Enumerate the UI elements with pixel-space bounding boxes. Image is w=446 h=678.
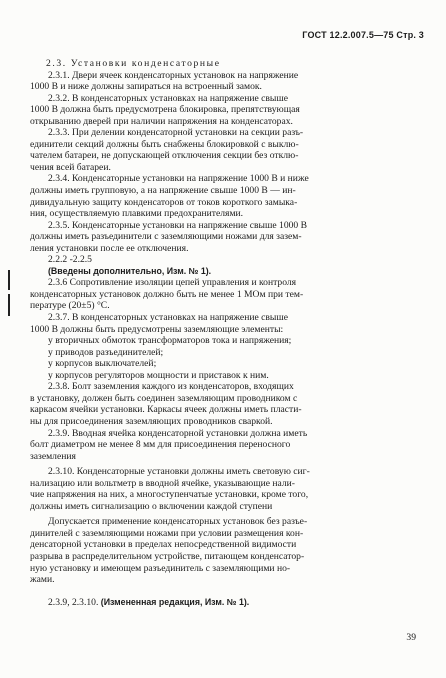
text-line: в установку, должен быть соединен заземляющим проводником с (30, 392, 298, 404)
text-line: нализацию или вольтметр в вводной ячейке, указывающие нали- (30, 477, 295, 489)
text-line: болт диаметром не менее 8 мм для присоединения переносного (30, 439, 291, 451)
text-line: ления установки после ее отключения. (30, 242, 189, 254)
amendment-note: (Введены дополнительно, Изм. № 1). (48, 265, 212, 276)
text-line: 2.2.2 -2.2.5 (48, 254, 92, 266)
text-line: 2.3.7. В конденсаторных установках на напряжение свыше (48, 312, 288, 324)
text-line: динителей с заземляющими ножами при условии размещения кон- (30, 527, 304, 539)
text-line: ния, осуществляемую плавкими предохранителями. (30, 208, 244, 220)
text-line: 1000 В должна быть предусмотрена блокировка, препятствующая (30, 104, 300, 116)
document-body (30, 58, 422, 609)
text-line: должны иметь сигнализацию о включении каждой ступени (30, 500, 273, 512)
text-line: ную установку и имеющем разъединитель с заземляющими но- (30, 562, 291, 574)
text-line: открыванию дверей при наличии напряжения на конденсаторах. (30, 115, 293, 127)
text-line: чие напряжения на них, а многоступенчатые установки, кроме того, (30, 489, 309, 501)
text-line: денсаторной установки в пределах непосредственной видимости (30, 539, 297, 551)
text-line: пературе (20±5) °С. (30, 300, 110, 312)
text-line: чения всей батареи. (30, 161, 111, 173)
page-number: 39 (406, 632, 416, 643)
text-line: 2.3.9. Вводная ячейка конденсаторной установки должна иметь (48, 427, 308, 439)
list-item: у корпусов регуляторов мощности и приставок к ним. (48, 369, 269, 381)
text-line: 2.3.2. В конденсаторных установках на напряжение свыше (48, 92, 288, 104)
text-line: разрыва в распределительном устройстве, питающем конденсатор- (30, 550, 305, 562)
text-line: заземления (30, 450, 76, 462)
text-line: 2.3.6 Сопротивление изоляции цепей управления и контроля (48, 277, 297, 289)
text-line: дивидуальную защиту конденсаторов от токов короткого замыка- (30, 196, 298, 208)
text-line: 2.3.8. Болт заземления каждого из конденсаторов, входящих (48, 381, 294, 393)
text-line: должны иметь разъединители с заземляющими ножами для зазем- (30, 231, 302, 243)
revision-bar (8, 270, 10, 290)
revision-bar (8, 294, 10, 316)
text-line (30, 586, 422, 598)
text-line: 1000 В и ниже должны запираться на встроенный замок. (30, 81, 262, 93)
text-line: 2.3.4. Конденсаторные установки на напряжение 1000 В и ниже (48, 173, 309, 185)
section-heading: 2.3. Установки конденсаторные (46, 58, 221, 69)
text-line: 2.3.10. Конденсаторные установки должны иметь световую сиг- (48, 466, 310, 478)
text-line: жами. (30, 574, 55, 586)
text-line: Допускается применение конденсаторных установок без разъе- (48, 516, 308, 528)
list-item: у вторичных обмоток трансформаторов тока и напряжения; (48, 335, 292, 347)
text-line: 2.3.9, 2.3.10. (Измененная редакция, Изм. № 1). (48, 597, 250, 609)
text-line: чателем батареи, не допускающей отключения секции без отклю- (30, 150, 299, 162)
page-header: ГОСТ 12.2.007.5—75 Стр. 3 (302, 30, 424, 40)
text-line: должны иметь групповую, а на напряжение свыше 1000 В — ин- (30, 185, 296, 197)
text-line: 2.3.5. Конденсаторные установки на напряжение свыше 1000 В (48, 219, 308, 231)
text-line: 2.3.1. Двери ячеек конденсаторных установок на напряжение (48, 69, 299, 81)
text-line: конденсаторных установок должно быть не менее 1 МОм при тем- (30, 288, 304, 300)
list-item: у корпусов выключателей; (48, 358, 157, 370)
list-item: у приводов разъединителей; (48, 346, 164, 358)
text-line: 2.3.3. При делении конденсаторной установки на секции разъ- (48, 127, 304, 139)
text-line: 1000 В должны быть предусмотрены заземляющие элементы: (30, 323, 284, 335)
amendment-note: (Измененная редакция, Изм. № 1). (100, 597, 250, 608)
text-line: каркасом ячейки установки. Каркасы ячеек должны иметь пласти- (30, 404, 302, 416)
text-line (30, 266, 422, 278)
text-line: ны для присоединения заземляющих проводников сваркой. (30, 415, 273, 427)
text-line: единители секций должны быть снабжены блокировкой с выклю- (30, 138, 299, 150)
